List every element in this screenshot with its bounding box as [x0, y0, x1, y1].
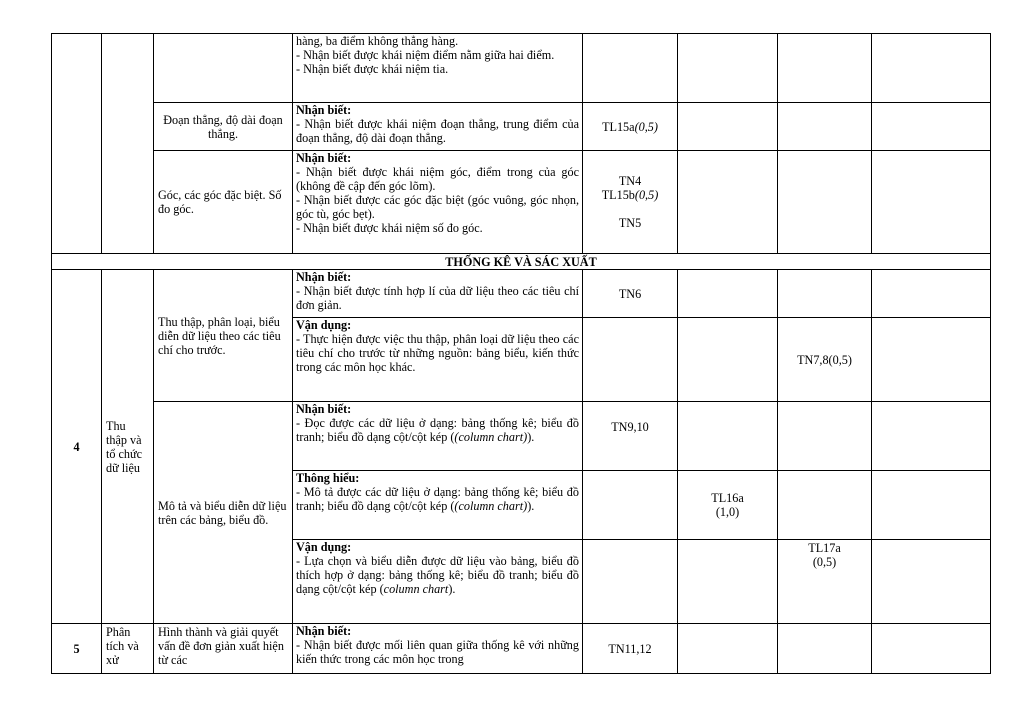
table-row	[52, 34, 991, 103]
description-cell: Vận dụng: - Lựa chọn và biểu diễn được dữ liệu vào bảng, biểu đồ thích hợp ở dạng: bảng thống kê; biểu đồ tranh; biểu đồ dạng cột/cột kép (column chart).	[293, 540, 583, 624]
description-cell: Nhận biết: - Đọc được các dữ liệu ở dạng: bảng thống kê; biểu đồ tranh; biểu đồ dạng cột/cột kép ((column chart)).	[293, 402, 583, 471]
recognition-cell: TN9,10	[583, 402, 678, 471]
section-title: THỐNG KÊ VÀ SÁC XUẤT	[52, 254, 991, 270]
description-cell: Nhận biết: - Nhận biết được mối liên quan giữa thống kê với những kiến thức trong các môn học trong	[293, 624, 583, 674]
specification-matrix-table	[51, 33, 991, 674]
topic-number: 4	[52, 270, 102, 624]
understanding-cell: TL16a (1,0)	[678, 471, 778, 540]
topic-number: 5	[52, 624, 102, 674]
application-cell: TN7,8(0,5)	[778, 318, 872, 402]
description-cell: Nhận biết: - Nhận biết được khái niệm góc, điểm trong của góc (không đề cập đến góc lõm). - Nhận biết được các góc đặc biệt (góc vuông, góc nhọn, góc tù, góc bẹt). - Nhận biết được khái niệm số đo góc.	[293, 151, 583, 254]
content-cell: Hình thành và giải quyết vấn đề đơn giản xuất hiện từ các	[154, 624, 293, 674]
chapter-cell: Thu thập và tổ chức dữ liệu	[102, 270, 154, 624]
content-cell: Mô tả và biểu diễn dữ liệu trên các bảng, biểu đồ.	[154, 402, 293, 624]
matrix-table-page	[51, 33, 990, 674]
table-row	[52, 624, 991, 674]
description-cell: Nhận biết: - Nhận biết được tính hợp lí của dữ liệu theo các tiêu chí đơn giản.	[293, 270, 583, 318]
recognition-cell: TN11,12	[583, 624, 678, 674]
content-cell: Thu thập, phân loại, biểu diễn dữ liệu theo các tiêu chí cho trước.	[154, 270, 293, 402]
description-cell: hàng, ba điểm không thẳng hàng. - Nhận biết được khái niệm điểm nằm giữa hai điểm. - Nhận biết được khái niệm tia.	[293, 34, 583, 103]
table-row	[52, 151, 991, 254]
description-cell: Vận dụng: - Thực hiện được việc thu thập, phân loại dữ liệu theo các tiêu chí cho trước từ những nguồn: bảng biểu, kiến thức trong các môn học khác.	[293, 318, 583, 402]
description-cell: Nhận biết: - Nhận biết được khái niệm đoạn thẳng, trung điểm của đoạn thẳng, độ dài đoạn thẳng.	[293, 103, 583, 151]
recognition-cell: TL15a(0,5)	[583, 103, 678, 151]
section-header-row	[52, 254, 991, 270]
recognition-cell: TN6	[583, 270, 678, 318]
chapter-cell: Phân tích và xử	[102, 624, 154, 674]
table-row	[52, 270, 991, 318]
content-cell: Góc, các góc đặc biệt. Số đo góc.	[154, 151, 293, 254]
table-row	[52, 402, 991, 471]
recognition-cell: TN4 TL15b(0,5) TN5	[583, 151, 678, 254]
application-cell: TL17a (0,5)	[778, 540, 872, 624]
table-row	[52, 103, 991, 151]
description-cell: Thông hiểu: - Mô tả được các dữ liệu ở dạng: bảng thống kê; biểu đồ tranh; biểu đồ dạng cột/cột kép ((column chart)).	[293, 471, 583, 540]
content-cell: Đoạn thẳng, độ dài đoạn thẳng.	[154, 103, 293, 151]
